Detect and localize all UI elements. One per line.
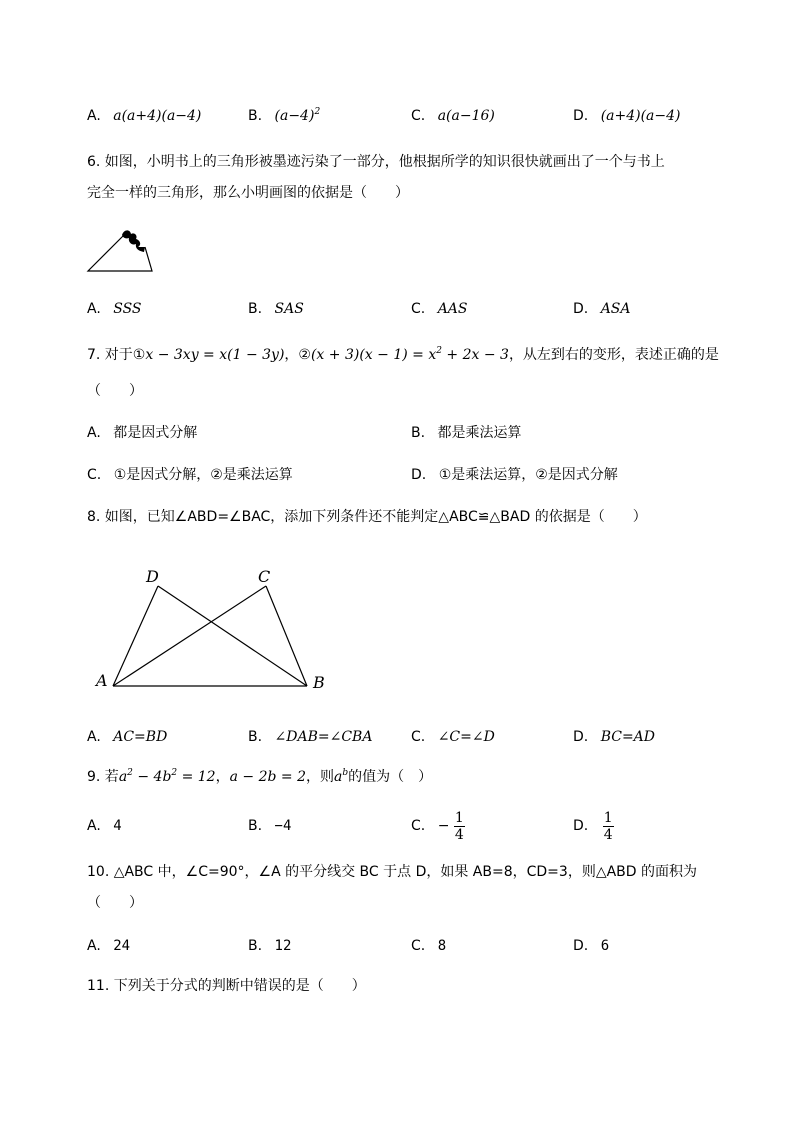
vertex-label-c: C xyxy=(258,567,271,586)
option-label: C. xyxy=(87,467,102,483)
q9-option-c xyxy=(411,806,465,846)
option-value: a(a−16) xyxy=(437,108,495,124)
fraction-denominator: 4 xyxy=(603,826,613,843)
q7-prefix: 7. 对于① xyxy=(87,347,146,363)
q9-option-d xyxy=(573,806,614,846)
q11-stem-line-1: 11. 下列关于分式的判断中错误的是（ ） xyxy=(87,978,366,994)
q8-option-d xyxy=(573,727,655,747)
option-fraction xyxy=(603,810,614,843)
option-label: C. xyxy=(411,108,426,124)
q9-prefix: 9. 若 xyxy=(87,769,119,785)
option-value: ①是因式分解，②是乘法运算 xyxy=(113,467,293,483)
q9-option-a xyxy=(87,816,122,836)
option-label: A. xyxy=(87,108,101,124)
option-label: A. xyxy=(87,301,101,317)
q8-option-b xyxy=(248,727,372,747)
q9-eq2: a − 2b = 2 xyxy=(229,769,306,785)
q7-equation-2b: + 2x − 3 xyxy=(441,347,509,363)
q7-option-b xyxy=(411,423,522,443)
q6-option-a xyxy=(87,299,142,319)
q6-option-b xyxy=(248,299,304,319)
option-label: C. xyxy=(411,301,426,317)
option-value: 4 xyxy=(113,818,122,834)
q6-option-c xyxy=(411,299,468,319)
q6-option-d xyxy=(573,299,631,319)
q7-equation-2a: (x + 3)(x − 1) = x xyxy=(310,347,437,363)
option-label: B. xyxy=(248,108,263,124)
q9-eq1-exp2: 2 xyxy=(171,768,178,778)
option-label: D. xyxy=(573,818,589,834)
option-value: AAS xyxy=(437,301,468,317)
q10-option-c xyxy=(411,936,446,956)
q10-option-d xyxy=(573,936,609,956)
option-value: (a+4)(a−4) xyxy=(600,108,681,124)
q7-stem-line-2: （ ） xyxy=(87,383,143,399)
q8-stem-line-1: 8. 如图，已知∠ABD=∠BAC，添加下列条件还不能判定△ABC≌△BAD 的依据是（ ） xyxy=(87,509,647,525)
option-label: B. xyxy=(248,938,263,954)
option-label: C. xyxy=(411,938,426,954)
option-value: 24 xyxy=(113,938,131,954)
option-value: ①是乘法运算，②是因式分解 xyxy=(438,467,618,483)
option-label: D. xyxy=(411,467,427,483)
option-value: (a−4) xyxy=(274,108,315,124)
vertex-label-d: D xyxy=(146,567,159,586)
option-value: 12 xyxy=(274,938,292,954)
q9-eq1-b: − 4b xyxy=(132,769,172,785)
option-label: A. xyxy=(87,938,101,954)
option-value: BC=AD xyxy=(600,729,656,745)
option-value: ∠C=∠D xyxy=(437,729,495,745)
q6-stem-line-2: 完全一样的三角形，那么小明画图的依据是（ ） xyxy=(87,185,409,201)
option-exponent: 2 xyxy=(314,107,321,117)
option-label: D. xyxy=(573,938,589,954)
q7-suffix: ，从左到右的变形，表述正确的是 xyxy=(508,347,719,363)
q10-stem-line-2: （ ） xyxy=(87,895,143,911)
option-value: ∠DAB=∠CBA xyxy=(274,729,373,745)
q7-equation-1: x − 3xy = x(1 − 3y) xyxy=(145,347,285,363)
option-label: D. xyxy=(573,729,589,745)
q9-option-b xyxy=(248,816,291,836)
option-fraction xyxy=(454,810,465,843)
option-label: A. xyxy=(87,729,101,745)
q7-separator: ，② xyxy=(284,347,311,363)
q7-option-c xyxy=(87,465,293,485)
option-value: a(a+4)(a−4) xyxy=(113,108,202,124)
q9-power-exponent: b xyxy=(342,768,349,778)
segment-cb xyxy=(266,586,307,686)
option-value: SAS xyxy=(274,301,304,317)
option-value: AC=BD xyxy=(113,729,168,745)
q9-separator: ， xyxy=(215,769,230,785)
q5-option-d xyxy=(573,106,681,126)
fraction-denominator: 4 xyxy=(454,826,464,843)
option-label: B. xyxy=(248,301,263,317)
fraction-numerator: 1 xyxy=(603,809,613,826)
q8-option-c xyxy=(411,727,495,747)
option-value: 6 xyxy=(600,938,610,954)
option-label: D. xyxy=(573,108,589,124)
ink-stain-icon xyxy=(122,230,145,252)
q9-suffix: 的值为（ ） xyxy=(348,769,433,785)
q10-stem-line-1: 10. △ABC 中，∠C=90°，∠A 的平分线交 BC 于点 D，如果 AB=8，CD=3，则△ABD 的面积为 xyxy=(87,864,697,880)
option-value: SSS xyxy=(113,301,142,317)
segment-db xyxy=(158,586,307,686)
q9-power-base: a xyxy=(333,769,343,785)
q5-option-a xyxy=(87,106,201,126)
q8-quadrilateral-figure xyxy=(92,562,337,697)
q5-option-b xyxy=(248,106,320,126)
q7-option-d xyxy=(411,465,618,485)
q10-option-a xyxy=(87,936,130,956)
option-value: ASA xyxy=(600,301,631,317)
q9-mid: ，则 xyxy=(305,769,334,785)
option-label: B. xyxy=(411,425,426,441)
option-label: D. xyxy=(573,301,589,317)
vertex-label-a: A xyxy=(96,671,108,690)
option-label: A. xyxy=(87,425,101,441)
option-label: B. xyxy=(248,729,263,745)
q9-eq1-a: a xyxy=(118,769,128,785)
q7-equation-2-exponent: 2 xyxy=(436,346,442,356)
q6-stained-triangle-figure xyxy=(84,225,159,275)
q7-stem-line-1 xyxy=(87,345,719,365)
option-value: −4 xyxy=(274,818,292,834)
q9-eq1-exp1: 2 xyxy=(127,768,133,778)
q6-stem-line-1: 6. 如图，小明书上的三角形被墨迹污染了一部分，他根据所学的知识很快就画出了一个与书上 xyxy=(87,154,665,170)
option-label: C. xyxy=(411,818,426,834)
q10-option-b xyxy=(248,936,291,956)
option-label: B. xyxy=(248,818,263,834)
q8-option-a xyxy=(87,727,167,747)
q7-option-a xyxy=(87,423,197,443)
option-sign: − xyxy=(437,818,450,834)
q9-stem-line-1 xyxy=(87,767,432,787)
vertex-label-b: B xyxy=(313,673,325,692)
q9-eq1-c: = 12 xyxy=(177,769,216,785)
option-value: 都是乘法运算 xyxy=(437,425,522,441)
option-label: C. xyxy=(411,729,426,745)
fraction-numerator: 1 xyxy=(454,809,464,826)
option-value: 都是因式分解 xyxy=(113,425,198,441)
q5-option-c xyxy=(411,106,495,126)
option-value: 8 xyxy=(437,938,447,954)
option-label: A. xyxy=(87,818,101,834)
